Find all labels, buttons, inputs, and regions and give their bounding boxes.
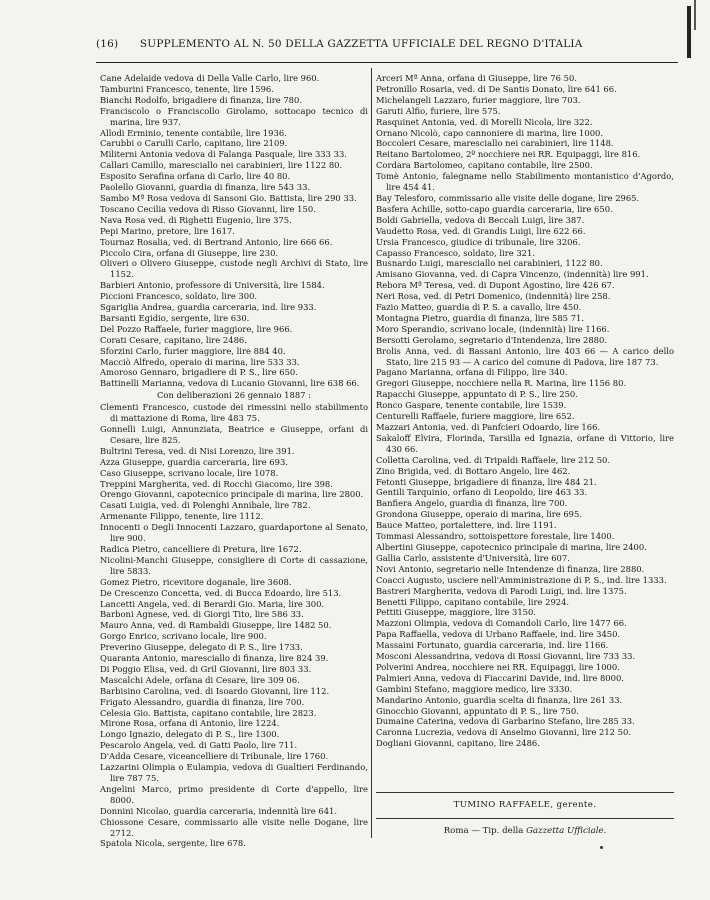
pension-entry: Gregori Giuseppe, nocchiere nella R. Marina, lire 1156 80. — [376, 378, 627, 389]
pension-entry: Nava Rosa ved. di Righetti Eugenio, lire 375. — [100, 214, 292, 225]
pension-entry: Orengo Giovanni, capotecnico principale di marina, lire 2800. — [100, 489, 364, 500]
pension-entry: Neri Rosa, ved. di Petri Domenico, (indennità) lire 258. — [376, 291, 611, 302]
pension-entry: Arceri Mª Anna, orfana di Giuseppe, lire 76 50. — [376, 73, 577, 83]
pension-entry: Frigato Alessandro, guardia di finanza, lire 700. — [100, 696, 305, 707]
pension-entry: Preverino Giuseppe, delegato di P. S., lire 1733. — [100, 642, 303, 653]
pension-entry: Garuti Alfio, furiere, lire 575. — [376, 105, 501, 116]
pension-entry: Vaudetto Rosa, ved. di Grandis Luigi, lire 622 66. — [376, 225, 586, 236]
pension-entry: Amoroso Gennaro, brigadiere di P. S., lire 650. — [100, 367, 298, 378]
pension-entry: Toscano Cecilia vedova di Risso Giovanni, lire 150. — [100, 203, 316, 214]
pension-entry: Azza Giuseppe, guardia carceraria, lire 693. — [100, 456, 288, 467]
pension-entry: Fazio Matteo, guardia di P. S. a cavallo, lire 450. — [376, 302, 582, 313]
pension-entry: Del Pozzo Raffaele, furier maggiore, lire 966. — [100, 323, 293, 334]
pension-entry: Mauro Anna, ved. di Rambaldi Giuseppe, lire 1482 50. — [100, 620, 332, 631]
pension-entry: Lazzarini Olimpia o Eulampia, vedova di Gualtieri Ferdinando, lire 787 75. — [100, 762, 368, 783]
pension-entry: Fetonti Giuseppe, brigadiere di finanza, lire 484 21. — [376, 476, 597, 487]
pension-entry: Nicolini-Manchi Giuseppe, consigliere di Corte di cassazione, lire 5833. — [100, 554, 368, 576]
pension-entry: Paolello Giovanni, guardia di finanza, lire 543 33. — [100, 182, 311, 193]
pension-entry: Gallia Carlo, assistente d'Università, lire 607. — [376, 552, 570, 563]
pension-entry: Barboni Agnese, ved. di Giorgi Tito, lire 586 33. — [100, 609, 304, 620]
signature-rule — [376, 792, 674, 793]
pension-entry: Mandarino Antonio, guardia scelta di finanza, lire 261 33. — [376, 694, 623, 705]
pension-entry: Novi Antonio, segretario nelle Intendenze di finanza, lire 2880. — [376, 563, 645, 574]
pension-entry: Gambini Stefano, maggiore medico, lire 3330. — [376, 683, 573, 694]
pension-entry: Banfiera Angelo, guardia di finanza, lire 700. — [376, 498, 568, 509]
pension-entry: Cordara Bartolomeo, capitano contabile, lire 2500. — [376, 160, 593, 171]
pension-entry: Tommasi Alessandro, sottoispettore forestale, lire 1400. — [376, 531, 615, 542]
pension-entry: Mascalchi Adele, orfana di Cesare, lire 309 06. — [100, 674, 300, 685]
pension-entry: Ornano Nicolò, capo cannoniere di marina, lire 1000. — [376, 127, 604, 138]
header-rule — [96, 62, 678, 63]
column-divider — [371, 68, 372, 838]
page-header — [96, 38, 656, 50]
pension-entry: D'Adda Cesare, viceancelliere di Tribunale, lire 1760. — [100, 751, 329, 762]
pension-entry: Di Poggio Elisa, ved. di Gril Giovanni, lire 803 33. — [100, 663, 312, 674]
page-number: (16) — [96, 38, 119, 50]
pension-entry: Armenante Filippo, tenente, lire 1112. — [100, 511, 264, 522]
pension-entry: Clementi Francesco, custode dei rimessini nello stabilimento di mattazione di Roma, lire 483 75. — [100, 402, 368, 424]
section-subheading: Con deliberazioni 26 gennaio 1887 : — [157, 390, 311, 401]
printer-rule — [376, 818, 674, 819]
pension-entry: Barbisino Carolina, ved. di Isoardo Giovanni, lire 112. — [100, 685, 330, 696]
pension-entry: Bianchi Rodolfo, brigadiere di finanza, lire 780. — [100, 94, 302, 105]
pension-entry: Benetti Filippo, capitano contabile, lire 2924. — [376, 596, 570, 607]
pension-entry: Reitano Bartolomeo, 2º nocchiere nei RR. Equipaggi, lire 816. — [376, 149, 641, 160]
pension-entry: Battinelli Marianna, vedova di Lucanio Giovanni, lire 638 66. — [100, 378, 360, 389]
printer-name: Gazzetta Ufficiale — [526, 826, 604, 836]
header-title: SUPPLEMENTO AL N. 50 DELLA GAZZETTA UFFICIALE DEL REGNO D'ITALIA — [139, 38, 583, 50]
pension-entry: Longo Ignazio, delegato di P. S., lire 1300. — [100, 729, 280, 740]
binding-mark — [687, 6, 691, 58]
pension-entry: Petronillo Rosaria, ved. di De Santis Donato, lire 641 66. — [376, 83, 617, 94]
pension-entry: Pagano Marianna, orfana di Filippo, lire 340. — [376, 367, 568, 378]
pension-entry: Esposito Serafina orfana di Carlo, lire 40 80. — [100, 171, 291, 182]
pension-entry: Amisano Giovanna, ved. di Capra Vincenzo, (indennità) lire 991. — [376, 269, 649, 280]
pension-entry: Mazzoni Olimpia, vedova di Comandoli Carlo, lire 1477 66. — [376, 618, 627, 629]
pension-entry: Piccolo Cira, orfana di Giuseppe, lire 230. — [100, 247, 279, 258]
pension-entry: Lancetti Angela, ved. di Berardi Gio. Maria, lire 300. — [100, 598, 325, 609]
pension-entry: Rebora Mª Teresa, ved. di Dupont Agostino, lire 426 67. — [376, 280, 615, 291]
pension-entry: Quaranta Antonio, maresciallo di finanza, lire 824 39. — [100, 653, 329, 664]
pension-entry: Ursia Francesco, giudice di tribunale, lire 3206. — [376, 236, 581, 247]
pension-entry: Dumaine Caterina, vedova di Garbarino Stefano, lire 285 33. — [376, 716, 635, 727]
pension-entry: Cane Adelaide vedova di Della Valle Carlo, lire 960. — [100, 73, 320, 83]
pension-entry: Piccioni Francesco, soldato, lire 300. — [100, 291, 258, 302]
pension-entry: Radica Pietro, cancelliere di Pretura, lire 1672. — [100, 543, 302, 554]
pension-entry: Bastreri Margherita, vedova di Parodi Luigi, ind. lire 1375. — [376, 585, 627, 596]
pension-entry: Oliveri o Olivero Giuseppe, custode negli Archivi di Stato, lire 1152. — [100, 258, 368, 280]
pension-entry: Gonnelli Luigi, Annunziata, Beatrice e Giuseppe, orfani di Cesare, lire 825. — [100, 424, 368, 445]
pension-entry: Rapacchi Giuseppe, appuntato di P. S., lire 250. — [376, 389, 578, 400]
pension-entry: Dogliani Giovanni, capitano, lire 2486. — [376, 738, 540, 749]
pension-entry: Militerni Antonia vedova di Falanga Pasquale, lire 333 33. — [100, 149, 347, 160]
printer-prefix: Roma — Tip. della — [443, 826, 527, 836]
pension-entry: Gorgo Enrico, scrivano locale, lire 900. — [100, 631, 267, 642]
pension-entry: Carubbi o Carulli Carlo, capitano, lire 2109. — [100, 138, 288, 149]
pension-entry: Zino Brigida, ved. di Bottaro Angelo, lire 462. — [376, 465, 571, 476]
pension-entry: Coacci Augusto, usciere nell'Amministrazione di P. S., ind. lire 1333. — [376, 574, 667, 585]
printer-suffix: . — [603, 826, 607, 836]
pension-entry: Innocenti o Degli Innocenti Lazzaro, guardaportone al Senato, lire 900. — [100, 522, 368, 544]
pension-entry: Mazzari Antonia, ved. di Panfcieri Odoardo, lire 166. — [376, 422, 601, 432]
pension-entry: Basfera Achille, sotto-capo guardia carceraria, lire 650. — [376, 203, 613, 214]
pension-entry: Tournaz Rosalia, ved. di Bertrand Antonio, lire 666 66. — [100, 236, 333, 247]
pension-entry: Chiossone Cesare, commissario alle visite nelle Dogane, lire 2712. — [100, 816, 368, 838]
pension-entry: Barbieri Antonio, professore di Università, lire 1584. — [100, 280, 325, 291]
pension-entry: Pepi Marino, pretore, lire 1617. — [100, 225, 235, 236]
pension-entry: Donnini Nicolao, guardia carceraria, indennità lire 641. — [100, 805, 338, 816]
binding-mark-thin — [694, 0, 696, 30]
pension-entry: Centurelli Raffaele, furiere maggiore, lire 652. — [376, 411, 575, 422]
pension-entry: Colletta Carolina, ved. di Tripaldi Raffaele, lire 212 50. — [376, 454, 611, 465]
pension-entry: Pettiti Giuseppe, maggiore, lire 3150. — [376, 607, 536, 618]
pension-entry: Albertini Giuseppe, capotecnico principale di marina, lire 2400. — [376, 541, 647, 552]
pension-entry: Bauce Matteo, portalettere, ind. lire 1191. — [376, 520, 557, 531]
pension-entry: Mosconi Alessandrina, vedova di Rossi Giovanni, lire 733 33. — [376, 651, 636, 662]
right-column — [376, 73, 674, 749]
pension-entry: Tomè Antonio, falegname nello Stabilimento montanistico d'Agordo, lire 454 41. — [376, 171, 674, 193]
pension-entry: Treppini Margherita, ved. di Rocchi Giacomo, lire 398. — [100, 478, 333, 489]
pension-entry: Celesia Gio. Battista, capitano contabile, lire 2823. — [100, 707, 317, 718]
pension-entry: Casati Luigia, ved. di Polenghi Annibale, lire 782. — [100, 500, 311, 511]
pension-entry: Tamburini Francesco, tenente, lire 1596. — [100, 83, 274, 94]
pension-entry: Sakaloff Elvira, Florinda, Tarsilla ed Ignazia, orfane di Vittorio, lire 430 66. — [376, 432, 674, 454]
pension-entry: Barsanti Egidio, sergente, lire 630. — [100, 312, 250, 323]
pension-entry: Ginocchio Giovanni, appuntato di P. S., lire 750. — [376, 705, 579, 716]
pension-entry: Allodi Erminio, tenente contabile, lire 1936. — [100, 127, 287, 138]
pension-entry: Gentili Tarquinio, orfano di Leopoldo, lire 463 33. — [376, 487, 588, 498]
pension-entry: Busnardo Luigi, maresciallo nei carabinieri, 1122 80. — [376, 258, 603, 269]
pension-entry: Bay Telesforo, commissario alle visite delle dogane, lire 2965. — [376, 192, 640, 203]
pension-entry: Pescarolo Angela, ved. di Gatti Paolo, lire 711. — [100, 740, 298, 751]
pension-entry: Palmieri Anna, vedova di Fiaccarini Davide, ind. lire 8000. — [376, 672, 624, 683]
signature: TUMINO RAFFAELE, gerente. — [453, 800, 597, 810]
pension-entry: Massaini Fortunato, guardia carceraria, ind. lire 1166. — [376, 640, 609, 651]
pension-entry: Ronco Gaspare, tenente contabile, lire 1539. — [376, 400, 567, 411]
pension-entry: Sgariglia Andrea, guardia carceraria, ind. lire 933. — [100, 302, 317, 313]
pension-entry: Franciscolo o Franciscollo Girolamo, sottocapo tecnico di marina, lire 937. — [100, 105, 368, 127]
printer-line — [376, 826, 674, 836]
ink-speck — [600, 846, 603, 849]
pension-entry: Boldi Gabriella, vedova di Beccali Luigi, lire 387. — [376, 214, 585, 225]
pension-entry: Spatola Nicola, sergente, lire 678. — [100, 838, 246, 849]
pension-entry: Mirone Rosa, orfana di Antonio, lire 1224. — [100, 718, 280, 729]
pension-entry: Capasso Francesco, soldato, lire 321. — [376, 247, 535, 258]
pension-entry: Grondona Giuseppe, operaio di marina, lire 695. — [376, 509, 582, 520]
pension-entry: Bersotti Gerolamo, segretario d'Intendenza, lire 2880. — [376, 334, 607, 345]
pension-entry: Montagna Pietro, guardia di finanza, lire 585 71. — [376, 312, 584, 323]
pension-entry: Macciò Alfredo, operaio di marina, lire 533 33. — [100, 356, 300, 367]
pension-entry: Callari Camillo, maresciallo nei carabinieri, lire 1122 80. — [100, 160, 343, 171]
left-column — [100, 73, 368, 849]
pension-entry: Sforzini Carlo, furier maggiore, lire 884 40. — [100, 345, 286, 356]
pension-entry: Moro Sperandio, scrivano locale, (indennità) lire 1166. — [376, 323, 610, 334]
pension-entry: Bultrini Teresa, ved. di Nisi Lorenzo, lire 391. — [100, 445, 295, 456]
pension-entry: Michelangeli Lazzaro, furier maggiore, lire 703. — [376, 94, 581, 105]
pension-entry: Rasquinet Antonia, ved. di Morelli Nicola, lire 322. — [376, 116, 593, 127]
pension-entry: Angelini Marco, primo presidente di Corte d'appello, lire 8000. — [100, 783, 368, 805]
pension-entry: Polverini Andrea, nocchiere nei RR. Equipaggi, lire 1000. — [376, 661, 620, 672]
pension-entry: Brolis Anna, ved. di Bassani Antonio, lire 403 66 — A carico dello Stato, lire 215 93 — A carico del comune di Padova, lire 187 73. — [376, 345, 674, 367]
pension-entry: Corati Cesare, capitano, lire 2486. — [100, 334, 247, 345]
pension-entry: De Crescenzo Concetta, ved. di Bucca Edoardo, lire 513. — [100, 587, 342, 598]
pension-entry: Caronna Lucrezia, vedova di Anselmo Giovanni, lire 212 50. — [376, 727, 631, 738]
pension-entry: Caso Giuseppe, scrivano locale, lire 1078. — [100, 467, 279, 478]
pension-entry: Sambo Mª Rosa vedova di Sansoni Gio. Battista, lire 290 33. — [100, 192, 357, 203]
pension-entry: Papa Raffaella, vedova di Urbano Raffaele, ind. lire 3450. — [376, 629, 621, 640]
pension-entry: Gomez Pietro, ricevitore doganale, lire 3608. — [100, 576, 292, 587]
pension-entry: Boccoleri Cesare, maresciallo nei carabinieri, lire 1148. — [376, 138, 614, 149]
